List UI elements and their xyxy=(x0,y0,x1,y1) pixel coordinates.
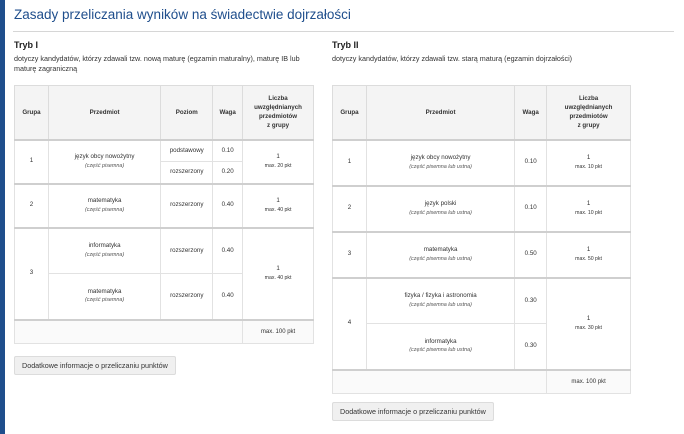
liczba-cell: 1 max. 30 pkt xyxy=(547,278,631,370)
table-row xyxy=(15,184,314,228)
przedmiot-cell: informatyka (część pisemna) xyxy=(48,228,160,274)
tryb2-table xyxy=(332,85,631,394)
header-grupa: Grupa xyxy=(333,86,367,140)
tryb1-header-row xyxy=(15,86,314,140)
poziom-cell: rozszerzony xyxy=(161,184,213,228)
tryb2-more-info-button[interactable]: Dodatkowe informacje o przeliczaniu punktów xyxy=(332,402,494,421)
liczba-cell: 1 max. 20 pkt xyxy=(243,140,314,184)
waga-cell: 0.50 xyxy=(515,232,547,278)
waga-cell: 0.20 xyxy=(213,162,243,184)
tryb2-description: dotyczy kandydatów, którzy zdawali tzw. starą maturą (egzamin dojrzałości) xyxy=(332,54,573,63)
table-row xyxy=(333,186,631,232)
header-grupa: Grupa xyxy=(15,86,49,140)
title-divider xyxy=(13,31,674,32)
liczba-cell: 1 max. 10 pkt xyxy=(547,140,631,186)
przedmiot-cell: matematyka (część pisemna) xyxy=(48,184,160,228)
grupa-cell: 2 xyxy=(333,186,367,232)
total-cell: max. 100 pkt xyxy=(547,370,631,394)
tryb1-heading: Tryb I xyxy=(14,40,39,50)
grupa-cell: 1 xyxy=(15,140,49,184)
poziom-cell: rozszerzony xyxy=(161,228,213,274)
header-liczba: Liczba uwzględnianych przedmiotów z grupy xyxy=(243,86,314,140)
tryb2-section xyxy=(332,40,632,64)
page-title: Zasady przeliczania wyników na świadectwie dojrzałości xyxy=(14,7,351,22)
liczba-cell: 1 max. 40 pkt xyxy=(243,228,314,320)
poziom-cell: rozszerzony xyxy=(161,162,213,184)
liczba-cell: 1 max. 40 pkt xyxy=(243,184,314,228)
grupa-cell: 3 xyxy=(333,232,367,278)
tryb2-header-row xyxy=(333,86,631,140)
waga-cell: 0.10 xyxy=(515,186,547,232)
przedmiot-cell: fizyka / fizyka i astronomia (część pisemna lub ustna) xyxy=(366,278,514,324)
przedmiot-cell: matematyka (część pisemna lub ustna) xyxy=(366,232,514,278)
przedmiot-cell: język obcy nowożytny (część pisemna lub ustna) xyxy=(366,140,514,186)
left-accent-bar xyxy=(0,0,5,434)
header-poziom: Poziom xyxy=(161,86,213,140)
tryb1-description: dotyczy kandydatów, którzy zdawali tzw. nową maturę (egzamin maturalny), maturę IB lub maturę zagraniczną xyxy=(14,54,300,73)
przedmiot-cell: język obcy nowożytny (część pisemna) xyxy=(48,140,160,184)
total-cell: max. 100 pkt xyxy=(243,320,314,344)
liczba-cell: 1 max. 10 pkt xyxy=(547,186,631,232)
grupa-cell: 2 xyxy=(15,184,49,228)
header-przedmiot: Przedmiot xyxy=(366,86,514,140)
header-liczba: Liczba uwzględnianych przedmiotów z grupy xyxy=(547,86,631,140)
grupa-cell: 1 xyxy=(333,140,367,186)
przedmiot-cell: matematyka (część pisemna) xyxy=(48,274,160,320)
poziom-cell: rozszerzony xyxy=(161,274,213,320)
waga-cell: 0.40 xyxy=(213,184,243,228)
waga-cell: 0.30 xyxy=(515,278,547,324)
przedmiot-cell: język polski (część pisemna lub ustna) xyxy=(366,186,514,232)
grupa-cell: 3 xyxy=(15,228,49,320)
waga-cell: 0.10 xyxy=(213,140,243,162)
tryb1-section xyxy=(14,40,314,74)
tryb1-more-info-button[interactable]: Dodatkowe informacje o przeliczaniu punktów xyxy=(14,356,176,375)
header-waga: Waga xyxy=(213,86,243,140)
waga-cell: 0.10 xyxy=(515,140,547,186)
waga-cell: 0.40 xyxy=(213,274,243,320)
table-row xyxy=(333,232,631,278)
tryb2-heading: Tryb II xyxy=(332,40,359,50)
tryb1-table xyxy=(14,85,314,344)
table-row xyxy=(15,228,314,274)
total-row xyxy=(15,320,314,344)
waga-cell: 0.30 xyxy=(515,324,547,370)
liczba-cell: 1 max. 50 pkt xyxy=(547,232,631,278)
table-row xyxy=(333,278,631,324)
waga-cell: 0.40 xyxy=(213,228,243,274)
header-waga: Waga xyxy=(515,86,547,140)
header-przedmiot: Przedmiot xyxy=(48,86,160,140)
grupa-cell: 4 xyxy=(333,278,367,370)
total-row xyxy=(333,370,631,394)
table-row xyxy=(333,140,631,186)
poziom-cell: podstawowy xyxy=(161,140,213,162)
przedmiot-cell: informatyka (część pisemna lub ustna) xyxy=(366,324,514,370)
table-row xyxy=(15,140,314,162)
